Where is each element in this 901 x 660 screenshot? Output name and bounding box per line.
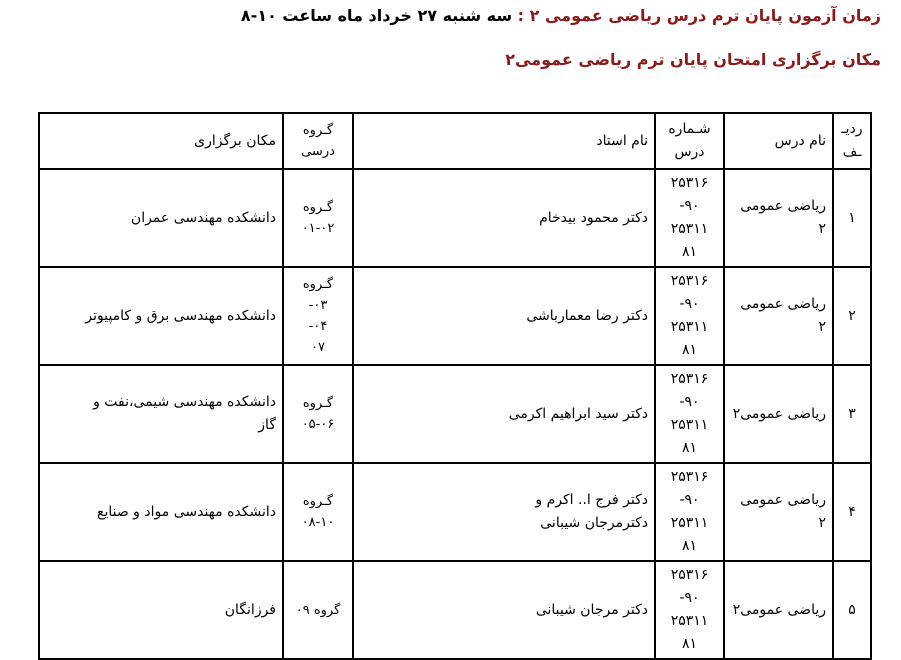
course-group: گـروه ۰۱-۰۲ (283, 169, 353, 267)
teacher-name: دکتر محمود بیدخام (353, 169, 655, 267)
course-name: ریاضی عمومی ۲ (724, 463, 833, 561)
teacher-name: دکتر مرجان شیبانی (353, 561, 655, 659)
exam-place: دانشکده مهندسی مواد و صنایع (39, 463, 283, 561)
exam-schedule-table (38, 112, 872, 660)
exam-place: فرزانگان (39, 561, 283, 659)
col-header-code: شـماره درس (655, 113, 724, 169)
course-name: ریاضی عمومی۲ (724, 365, 833, 463)
course-code: ۲۵۳۱۶ ۹۰- ۲۵۳۱۱ ۸۱ (655, 561, 724, 659)
course-group: گـروه ۰۵-۰۶ (283, 365, 353, 463)
table-row (39, 561, 871, 659)
table-row (39, 169, 871, 267)
course-code: ۲۵۳۱۶ ۹۰- ۲۵۳۱۱ ۸۱ (655, 365, 724, 463)
course-group: گروه ۰۹ (283, 561, 353, 659)
col-header-group: گـروه درسی (283, 113, 353, 169)
col-header-teacher: نام استاد (353, 113, 655, 169)
row-number: ۴ (833, 463, 871, 561)
course-code: ۲۵۳۱۶ ۹۰- ۲۵۳۱۱ ۸۱ (655, 169, 724, 267)
course-code: ۲۵۳۱۶ ۹۰- ۲۵۳۱۱ ۸۱ (655, 267, 724, 365)
exam-time-label: زمان آزمون پایان ترم درس ریاضی عمومی ۲ : (517, 6, 881, 25)
row-number: ۵ (833, 561, 871, 659)
course-name: ریاضی عمومی ۲ (724, 169, 833, 267)
row-number: ۱ (833, 169, 871, 267)
exam-place: دانشکده مهندسی شیمی،نفت و گاز (39, 365, 283, 463)
course-name: ریاضی عمومی ۲ (724, 267, 833, 365)
course-group: گـروه ۰۳- ۰۴- ۰۷ (283, 267, 353, 365)
exam-time-line (241, 6, 881, 25)
row-number: ۳ (833, 365, 871, 463)
table-header-row (39, 113, 871, 169)
teacher-name: دکتر سید ابراهیم اکرمی (353, 365, 655, 463)
table-row (39, 267, 871, 365)
exam-place: دانشکده مهندسی عمران (39, 169, 283, 267)
teacher-name: دکتر فرج ا.. اکرم و دکترمرجان شیبانی (353, 463, 655, 561)
course-group: گـروه ۰۸-۱۰ (283, 463, 353, 561)
row-number: ۲ (833, 267, 871, 365)
course-code: ۲۵۳۱۶ ۹۰- ۲۵۳۱۱ ۸۱ (655, 463, 724, 561)
exam-place-title: مکان برگزاری امتحان پایان ترم ریاضی عمومی۲ (505, 50, 881, 69)
col-header-course: نام درس (724, 113, 833, 169)
teacher-name: دکتر رضا معمارباشی (353, 267, 655, 365)
exam-time-value: سه شنبه ۲۷ خرداد ماه ساعت ۱۰-۸ (240, 6, 513, 25)
table-row (39, 463, 871, 561)
course-name: ریاضی عمومی۲ (724, 561, 833, 659)
table-row (39, 365, 871, 463)
exam-place: دانشکده مهندسی برق و کامپیوتر (39, 267, 283, 365)
col-header-row: ردیـ ـف (833, 113, 871, 169)
col-header-place: مکان برگزاری (39, 113, 283, 169)
